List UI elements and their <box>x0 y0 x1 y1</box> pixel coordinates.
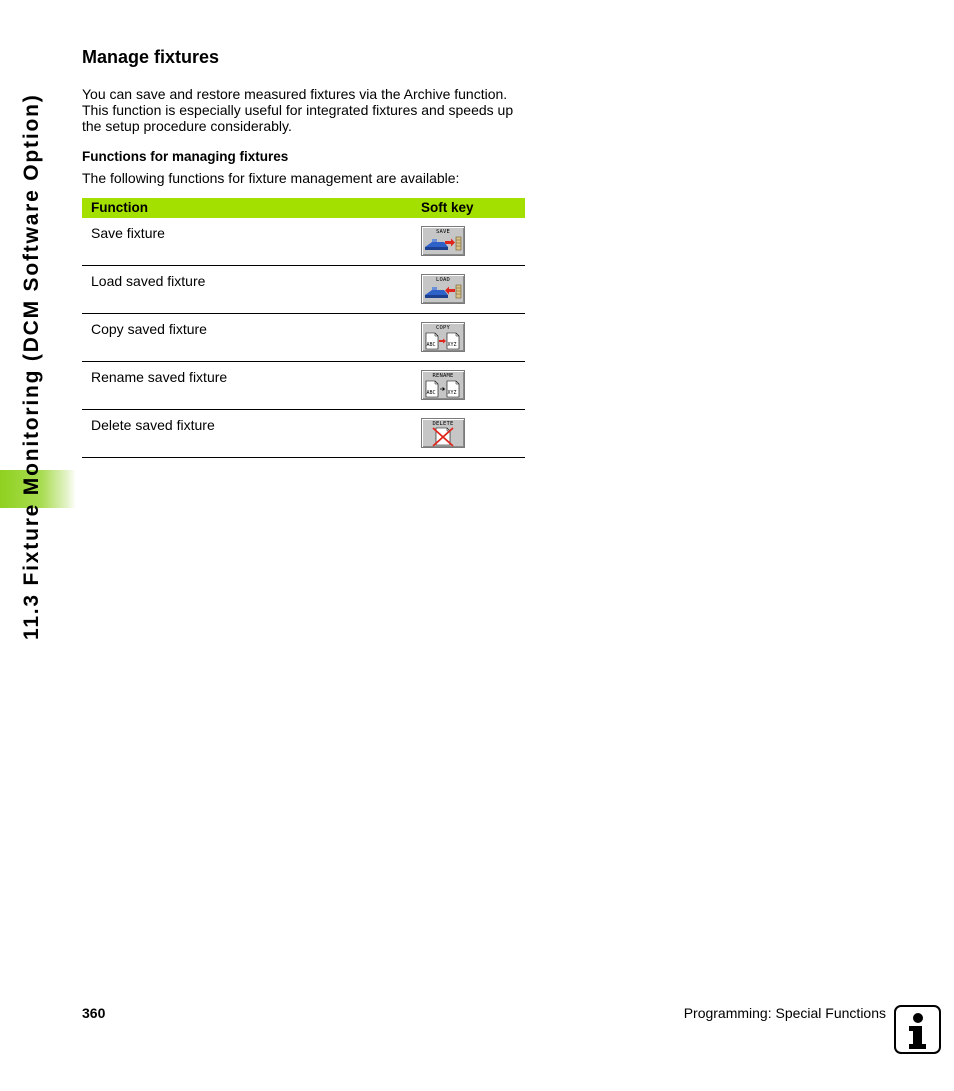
load-fixture-icon <box>422 275 464 303</box>
softkey-label: SAVE <box>435 229 451 235</box>
rename-from-text: ABC <box>426 390 436 396</box>
page-number: 360 <box>82 1005 106 1021</box>
chapter-title: 11.3 Fixture Monitoring (DCM Software Option) <box>20 93 43 640</box>
function-label: Save fixture <box>91 225 165 241</box>
softkey-label: RENAME <box>432 373 454 379</box>
copy-softkey[interactable] <box>421 322 465 352</box>
header-softkey: Soft key <box>421 200 474 215</box>
load-softkey[interactable] <box>421 274 465 304</box>
table-row <box>82 266 525 314</box>
delete-softkey[interactable] <box>421 418 465 448</box>
table-row <box>82 362 525 410</box>
copy-file-icon <box>422 323 464 351</box>
softkey-label: LOAD <box>435 277 451 283</box>
sub-heading: Functions for managing fixtures <box>82 149 289 164</box>
footer-chapter: Programming: Special Functions <box>683 1005 886 1021</box>
save-fixture-icon <box>422 227 464 255</box>
table-row <box>82 314 525 362</box>
section-heading: Manage fixtures <box>82 47 220 67</box>
table-row <box>82 218 525 266</box>
function-label: Delete saved fixture <box>91 417 215 433</box>
save-softkey[interactable] <box>421 226 465 256</box>
intro-paragraph: You can save and restore measured fixtures via the Archive function. This function is especially useful for integrated fixtures and speeds up the setup procedure considerably. <box>82 86 514 135</box>
function-label: Copy saved fixture <box>91 321 207 337</box>
copy-to-text: XYZ <box>447 342 457 348</box>
function-label: Load saved fixture <box>91 273 206 289</box>
softkey-label: DELETE <box>432 421 454 427</box>
delete-file-icon <box>422 419 464 447</box>
info-icon <box>894 1005 941 1054</box>
function-label: Rename saved fixture <box>91 369 228 385</box>
rename-softkey[interactable] <box>421 370 465 400</box>
rename-file-icon <box>422 371 464 399</box>
copy-from-text: ABC <box>426 342 436 348</box>
softkey-label: COPY <box>435 325 451 331</box>
functions-table <box>82 198 525 458</box>
lead-paragraph: The following functions for fixture management are available: <box>82 170 460 186</box>
rename-to-text: XYZ <box>447 390 457 396</box>
table-row <box>82 410 525 458</box>
table-header <box>82 198 525 218</box>
header-function: Function <box>91 200 148 215</box>
